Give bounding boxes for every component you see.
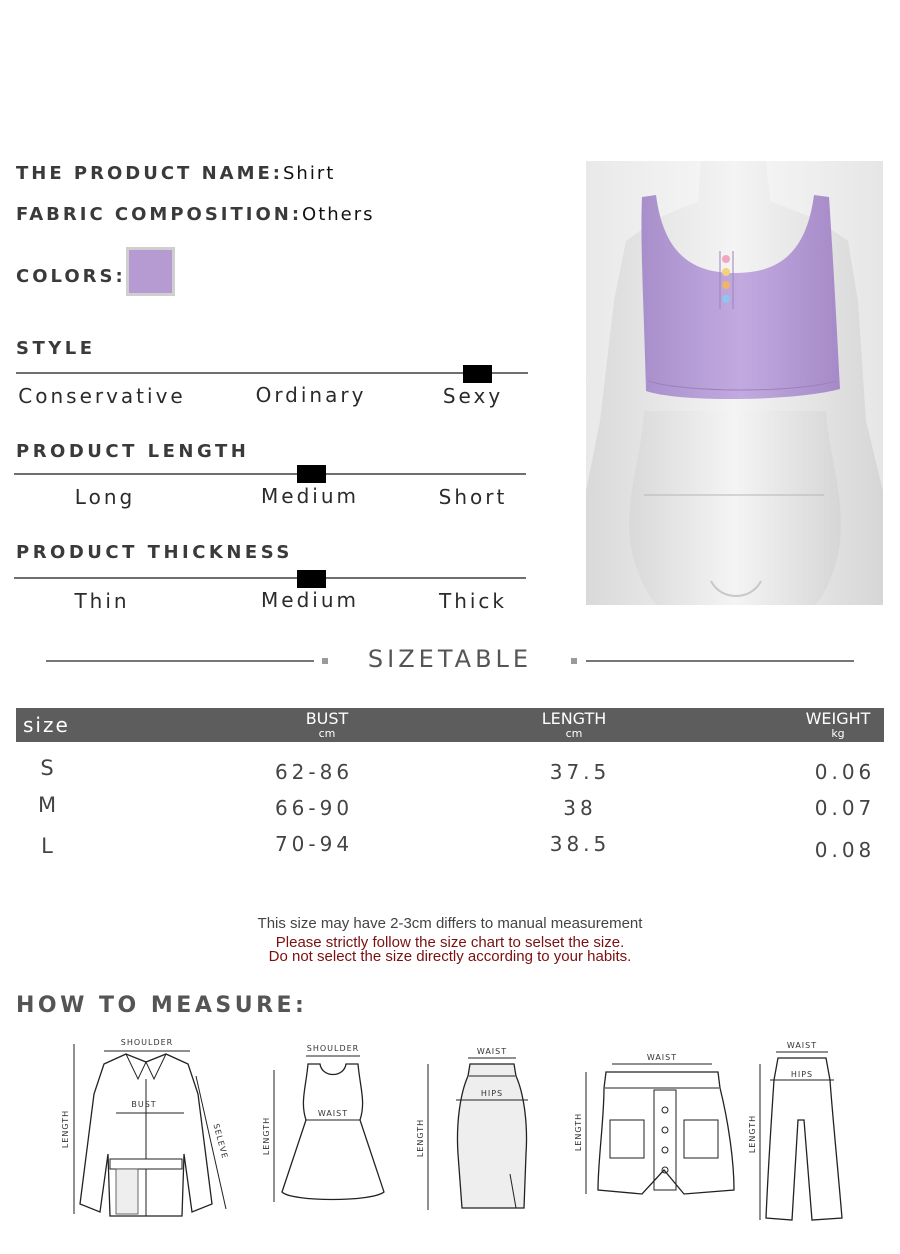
skirt-length-label: LENGTH — [416, 1118, 425, 1158]
sizetable-title: SIZETABLE — [367, 645, 533, 673]
pants-hips-label: HIPS — [790, 1070, 814, 1079]
fabric-row — [16, 204, 375, 225]
bust-header-label: BUST — [305, 709, 349, 728]
product-name-value: Shirt — [282, 163, 336, 184]
shorts-waist-label: WAIST — [646, 1053, 678, 1062]
colors-key: COLORS: — [16, 266, 126, 287]
length-label-medium: Medium — [261, 484, 359, 508]
fabric-key: FABRIC COMPOSITION: — [16, 204, 303, 225]
size-cell: M — [37, 793, 57, 817]
style-scale-marker — [463, 365, 492, 383]
dress-shoulder-label: SHOULDER — [306, 1044, 360, 1053]
length-label-short: Short — [438, 485, 508, 509]
pants-measure-diagram — [748, 1040, 846, 1224]
length-label-long: Long — [74, 485, 136, 509]
size-warning-line-1: Please strictly follow the size chart to selset the size. — [275, 934, 625, 951]
shorts-measure-diagram — [574, 1050, 750, 1200]
size-column-header: size — [23, 713, 70, 737]
bust-cell: 62-86 — [274, 760, 354, 784]
size-warning-line-2: Do not select the size directly according to your habits. — [268, 948, 632, 965]
skirt-hips-label: HIPS — [480, 1089, 504, 1098]
style-label-ordinary: Ordinary — [255, 383, 367, 407]
length-cell: 37.5 — [549, 760, 611, 784]
shorts-length-label: LENGTH — [574, 1112, 583, 1152]
length-header-unit: cm — [565, 727, 583, 740]
pants-length-label: LENGTH — [748, 1114, 757, 1154]
thickness-label-thin: Thin — [74, 589, 130, 613]
shirt-sleeve-label: SELEVE — [211, 1122, 230, 1160]
color-swatch-lavender[interactable] — [126, 247, 175, 296]
weight-cell: 0.06 — [814, 760, 876, 784]
sizetable-dot-right — [571, 658, 577, 664]
shirt-measure-diagram — [56, 1034, 236, 1220]
shirt-bust-label: BUST — [131, 1100, 157, 1109]
length-title: PRODUCT LENGTH — [16, 441, 250, 462]
bust-column-header — [297, 711, 357, 739]
weight-column-header — [798, 711, 878, 739]
length-scale-line — [14, 473, 526, 475]
thickness-scale-marker — [297, 570, 326, 588]
thickness-label-thick: Thick — [438, 589, 508, 613]
fabric-value: Others — [302, 204, 375, 225]
style-label-sexy: Sexy — [442, 384, 504, 408]
product-name-row — [16, 163, 335, 184]
style-scale-line — [16, 372, 528, 374]
shirt-length-label: LENGTH — [61, 1109, 70, 1149]
measurement-note: This size may have 2-3cm differs to manual measurement — [257, 915, 643, 932]
thickness-title: PRODUCT THICKNESS — [16, 542, 293, 563]
pants-waist-label: WAIST — [786, 1041, 818, 1050]
bust-cell: 66-90 — [274, 796, 354, 820]
size-cell: L — [41, 834, 53, 858]
bust-header-unit: cm — [318, 727, 336, 740]
length-cell: 38.5 — [549, 832, 611, 856]
dress-measure-diagram — [262, 1042, 394, 1208]
length-scale-marker — [297, 465, 326, 483]
sizetable-rule-left — [46, 660, 314, 662]
product-name-key: THE PRODUCT NAME: — [16, 163, 283, 184]
weight-cell: 0.08 — [814, 838, 876, 862]
bust-cell: 70-94 — [274, 832, 354, 856]
style-label-conservative: Conservative — [18, 384, 186, 408]
length-header-label: LENGTH — [541, 709, 607, 728]
weight-header-label: WEIGHT — [805, 709, 871, 728]
product-photo — [586, 161, 883, 605]
weight-cell: 0.07 — [814, 796, 876, 820]
skirt-measure-diagram — [412, 1044, 542, 1214]
dress-length-label: LENGTH — [262, 1116, 271, 1156]
size-table-header — [16, 708, 884, 742]
length-column-header — [534, 711, 614, 739]
dress-waist-label: WAIST — [317, 1109, 349, 1118]
shirt-shoulder-label: SHOULDER — [120, 1038, 174, 1047]
how-to-measure-title: HOW TO MEASURE: — [16, 993, 308, 1018]
weight-header-unit: kg — [831, 727, 845, 740]
length-cell: 38 — [563, 796, 597, 820]
sizetable-dot-left — [322, 658, 328, 664]
mannequin-illustration — [586, 161, 883, 605]
thickness-label-medium: Medium — [261, 588, 359, 612]
sizetable-rule-right — [586, 660, 854, 662]
style-title: STYLE — [16, 338, 96, 359]
skirt-waist-label: WAIST — [476, 1047, 508, 1056]
thickness-scale-line — [14, 577, 526, 579]
size-cell: S — [40, 756, 54, 780]
